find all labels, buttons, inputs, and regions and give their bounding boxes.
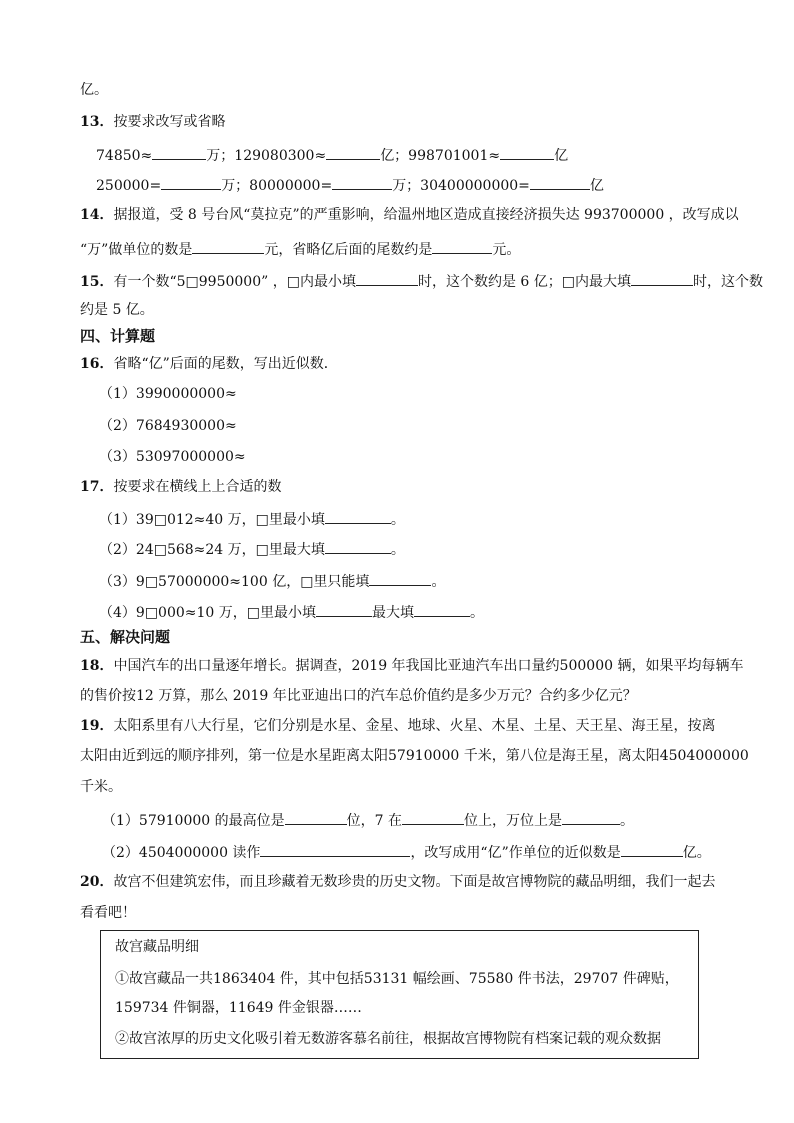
question-number: 20． (80, 874, 114, 890)
question-13 (80, 112, 225, 132)
q19-sub-2 (102, 841, 711, 863)
question-20 (80, 872, 715, 892)
q16-item-2: （2）7684930000≈ (99, 418, 237, 434)
section-heading-4: 四、计算题 (80, 327, 156, 345)
q17-text: 。 (431, 574, 446, 590)
q14-text: 元。 (492, 242, 521, 258)
answer-blank[interactable] (325, 538, 391, 554)
q14-text: “万”做单位的数是 (80, 242, 193, 258)
answer-blank[interactable] (285, 809, 347, 825)
answer-blank[interactable] (631, 270, 693, 286)
q17-text: （1）39□012≈40 万，□里最小填 (99, 512, 325, 528)
box-line-3: ②故宫浓厚的历史文化吸引着无数游客慕名前往，根据故宫博物院有档案记载的观众数据 (115, 1031, 661, 1047)
answer-blank[interactable] (369, 570, 431, 586)
question-number: 13． (80, 114, 114, 130)
question-15 (80, 270, 763, 292)
answer-blank[interactable] (192, 238, 264, 254)
q17-text: 。 (390, 542, 405, 558)
q15-text: 有一个数“5□9950000” ，□内最小填 (113, 274, 356, 290)
q19-text: 亿。 (682, 845, 711, 861)
answer-blank[interactable] (356, 270, 418, 286)
question-text: 按要求在横线上上合适的数 (113, 479, 282, 495)
question-text: 据报道，受 8 号台风“莫拉克”的严重影响，给温州地区造成直接经济损失达 993700000 ，改写成以 (113, 207, 739, 223)
answer-blank[interactable] (562, 809, 620, 825)
q17-text: 。 (470, 605, 484, 621)
q15-text: 时，这个数约是 6 亿；□内最大填 (417, 274, 632, 290)
q18-line-2: 的售价按12 万算，那么 2019 年比亚迪出口的汽车总价值约是多少万元？合约多少亿元？ (80, 688, 637, 704)
box-line-1: ①故宫藏品一共1863404 件，其中包括53131 幅绘画、75580 件书法，29707 件碑贴， (115, 971, 679, 987)
question-number: 16． (80, 356, 114, 372)
question-text: 中国汽车的出口量逐年增长。据调查，2019 年我国比亚迪汽车出口量约500000 辆，如果平均每辆车 (113, 658, 744, 674)
q14-text: 元，省略亿后面的尾数约是 (264, 242, 433, 258)
q13-item: 亿 (554, 148, 569, 164)
question-text: 按要求改写或省略 (113, 114, 226, 130)
q19-text: 。 (619, 813, 634, 829)
answer-blank[interactable] (260, 841, 410, 857)
answer-blank[interactable] (152, 144, 206, 160)
answer-blank[interactable] (326, 144, 380, 160)
q17-item-1 (99, 508, 405, 530)
question-number: 14． (80, 207, 114, 223)
q13-item: 万；30400000000= (392, 178, 530, 194)
answer-blank[interactable] (316, 601, 372, 617)
answer-blank[interactable] (432, 238, 492, 254)
q19-text: 位上，万位上是 (463, 813, 562, 829)
q15-text: 时，这个数 (693, 274, 764, 290)
q19-sub-1 (102, 809, 634, 831)
answer-blank[interactable] (161, 174, 221, 190)
question-14 (80, 205, 739, 225)
q13-item: 亿；998701001≈ (380, 148, 501, 164)
q17-text: 。 (390, 512, 405, 528)
collection-details-box (100, 930, 699, 1059)
q17-text: （2）24□568≈24 万，□里最大填 (99, 542, 325, 558)
question-19 (80, 716, 715, 736)
question-text: 省略“亿”后面的尾数，写出近似数． (113, 356, 338, 372)
question-number: 19． (80, 718, 114, 734)
box-line-2: 159734 件铜器，11649 件金银器…… (115, 1000, 362, 1016)
answer-blank[interactable] (332, 174, 392, 190)
question-18 (80, 656, 743, 676)
answer-blank[interactable] (325, 508, 391, 524)
q13-item: 万；80000000= (221, 178, 333, 194)
q19-text: ，改写成用“亿”作单位的近似数是 (410, 845, 621, 861)
q17-item-2 (99, 538, 405, 560)
answer-blank[interactable] (402, 809, 464, 825)
q17-item-4 (99, 601, 484, 623)
q16-item-3: （3）53097000000≈ (99, 449, 246, 465)
section-heading-5: 五、解决问题 (80, 628, 171, 646)
q13-item: 74850≈ (96, 148, 153, 164)
q13-row-2 (96, 174, 604, 196)
answer-blank[interactable] (414, 601, 470, 617)
q16-item-1: （1）3990000000≈ (99, 386, 237, 402)
q17-item-3 (99, 570, 445, 592)
q19-text: （2）4504000000 读作 (102, 845, 261, 861)
q19-line-3: 千米。 (80, 779, 122, 795)
q15-line-2: 约是 5 亿。 (80, 302, 154, 318)
q17-text: 最大填 (372, 605, 414, 621)
question-number: 15． (80, 274, 114, 290)
question-number: 18． (80, 658, 114, 674)
q19-text: （1）57910000 的最高位是 (102, 813, 285, 829)
q19-line-2: 太阳由近到远的顺序排列，第一位是水星距离太阳57910000 千米，第八位是海王星，离太阳4504000000 (80, 748, 749, 764)
q13-item: 亿 (589, 178, 604, 194)
q17-text: （3）9□57000000≈100 亿，□里只能填 (99, 574, 370, 590)
answer-blank[interactable] (500, 144, 554, 160)
box-title: 故宫藏品明细 (115, 939, 199, 955)
question-17 (80, 477, 281, 497)
q17-text: （4）9□000≈10 万，□里最小填 (99, 605, 316, 621)
question-text: 太阳系里有八大行星，它们分别是水星、金星、地球、火星、木星、土星、天王星、海王星，按离 (113, 718, 716, 734)
q13-item: 万；129080300≈ (206, 148, 327, 164)
answer-blank[interactable] (621, 841, 683, 857)
q20-line-2: 看看吧！ (80, 905, 136, 921)
question-number: 17． (80, 479, 114, 495)
q19-text: 位，7 在 (346, 813, 402, 829)
q12-tail: 亿。 (80, 82, 108, 98)
q13-row-1 (96, 144, 568, 166)
question-text: 故宫不但建筑宏伟，而且珍藏着无数珍贵的历史文物。下面是故宫博物院的藏品明细，我们一起去 (113, 874, 716, 890)
q13-item: 250000= (96, 178, 162, 194)
answer-blank[interactable] (530, 174, 590, 190)
question-16 (80, 354, 338, 374)
q14-line-2 (80, 238, 520, 260)
